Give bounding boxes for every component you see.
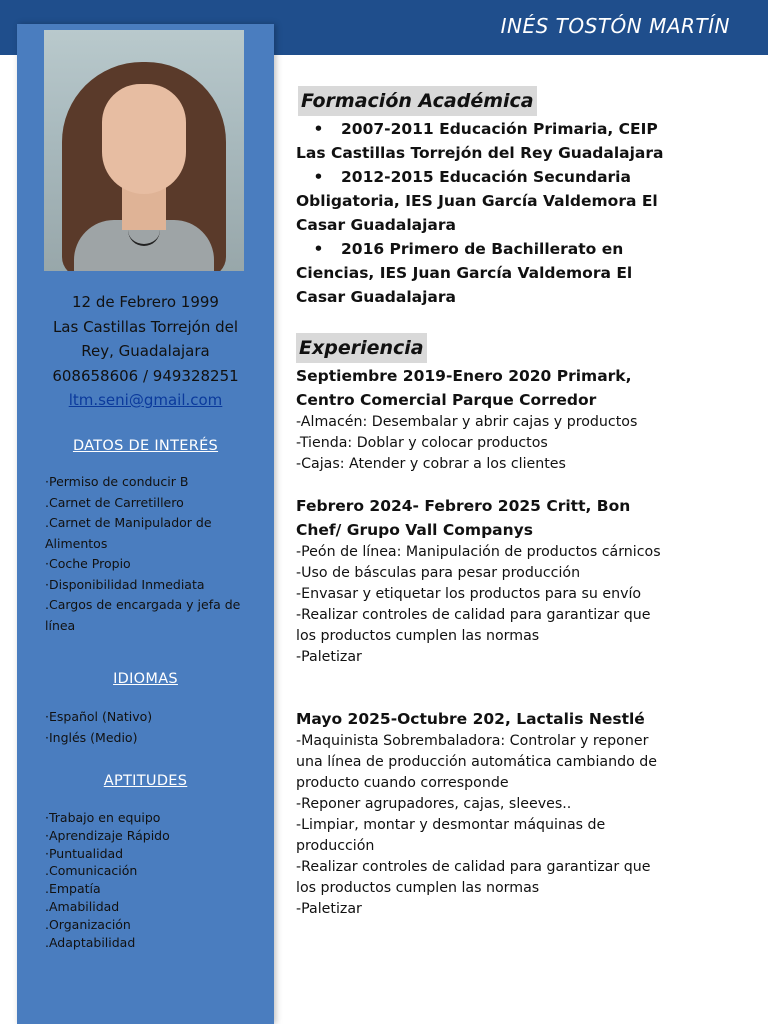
- list-item: • 2016 Primero de Bachillerato en Ciencias, IES Juan García Valdemora El Casar Guadalajara: [296, 240, 633, 306]
- list-item: ·Disponibilidad Inmediata: [45, 576, 205, 592]
- list-item: ·Permiso de conducir B: [45, 474, 189, 489]
- datos-list: [45, 472, 260, 636]
- job-task: -Realizar controles de calidad para garantizar que los productos cumplen las normas: [296, 607, 651, 644]
- list-item: .Empatía: [45, 881, 101, 897]
- address-line-2: Rey, Guadalajara: [81, 342, 210, 360]
- list-item: ·Coche Propio: [45, 556, 131, 571]
- aptitudes-title: APTITUDES: [103, 773, 188, 789]
- job-title: Mayo 2025-Octubre 202, Lactalis Nestlé: [296, 710, 645, 728]
- phone-numbers: 608658606 / 949328251: [52, 366, 239, 385]
- list-item: ·Puntualidad: [45, 845, 124, 861]
- list-item: ·Trabajo en equipo: [45, 810, 161, 825]
- list-item: .Cargos de encargada y jefa de línea: [45, 597, 241, 633]
- list-item: ·Español (Nativo): [45, 709, 153, 724]
- job-task: -Realizar controles de calidad para garantizar que los productos cumplen las normas: [296, 859, 651, 896]
- birthdate: 12 de Febrero 1999: [72, 293, 219, 311]
- profile-photo: [44, 30, 244, 271]
- list-item: • 2007-2011 Educación Primaria, CEIP Las Castillas Torrejón del Rey Guadalajara: [296, 120, 664, 162]
- idiomas-title: IDIOMAS: [113, 671, 178, 687]
- job-task: -Maquinista Sobrembaladora: Controlar y reponer una línea de producción automática cambiando de producto cuando corresponde: [296, 733, 657, 791]
- job-entry: [296, 364, 668, 475]
- job-task: -Paletizar: [296, 901, 362, 917]
- job-task: -Almacén: Desembalar y abrir cajas y productos: [296, 414, 638, 430]
- aptitudes-list: [45, 809, 260, 951]
- list-item: • 2012-2015 Educación Secundaria Obligatoria, IES Juan García Valdemora El Casar Guadalajara: [296, 168, 658, 234]
- sidebar: [17, 24, 274, 1024]
- list-item: .Organización: [45, 916, 131, 932]
- job-task: -Paletizar: [296, 649, 362, 665]
- experiencia-heading: Experiencia: [296, 333, 427, 363]
- list-item: .Carnet de Manipulador de Alimentos: [45, 515, 212, 551]
- list-item: ·Inglés (Medio): [45, 729, 138, 745]
- candidate-name: INÉS TOSTÓN MARTÍN: [500, 14, 730, 38]
- job-task: -Cajas: Atender y cobrar a los clientes: [296, 456, 566, 472]
- list-item: ·Aprendizaje Rápido: [45, 827, 170, 843]
- job-task: -Tienda: Doblar y colocar productos: [296, 435, 548, 451]
- datos-title: DATOS DE INTERÉS: [72, 438, 219, 454]
- idiomas-list: [45, 707, 260, 748]
- job-task: -Reponer agrupadores, cajas, sleeves..: [296, 796, 572, 812]
- job-entry: [296, 707, 668, 920]
- list-item: .Carnet de Carretillero: [45, 494, 184, 510]
- job-title: Febrero 2024- Febrero 2025 Critt, Bon Chef/ Grupo Vall Companys: [296, 497, 631, 539]
- address-line-1: Las Castillas Torrejón del: [52, 317, 239, 336]
- list-item: .Adaptabilidad: [45, 934, 136, 950]
- job-task: -Peón de línea: Manipulación de productos cárnicos: [296, 544, 661, 560]
- contact-info: [17, 290, 274, 413]
- list-item: .Amabilidad: [45, 898, 120, 914]
- job-entry: [296, 494, 668, 668]
- formacion-heading: Formación Académica: [298, 86, 537, 116]
- job-task: -Limpiar, montar y desmontar máquinas de producción: [296, 817, 606, 854]
- list-item: .Comunicación: [45, 863, 138, 879]
- job-title: Septiembre 2019-Enero 2020 Primark, Centro Comercial Parque Corredor: [296, 367, 632, 409]
- job-task: -Envasar y etiquetar los productos para su envío: [296, 586, 642, 602]
- job-task: -Uso de básculas para pesar producción: [296, 565, 581, 581]
- email-link[interactable]: ltm.seni@gmail.com: [68, 391, 223, 409]
- formacion-list: [296, 117, 668, 309]
